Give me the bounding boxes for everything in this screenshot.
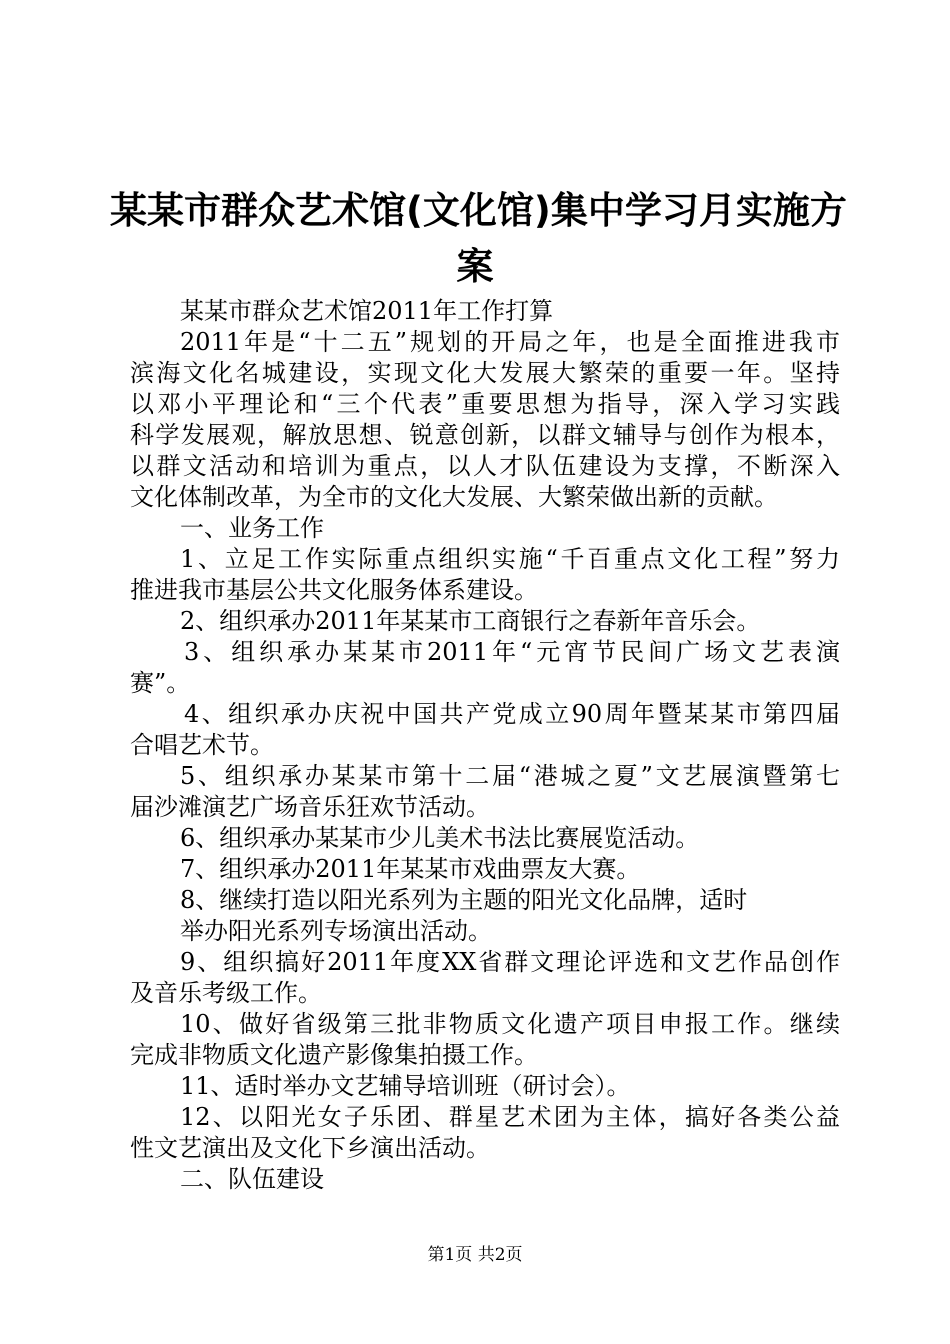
body-line: 届沙滩演艺广场音乐狂欢节活动。 [130,793,490,821]
body-line: 12、以阳光女子乐团、群星艺术团为主体，搞好各类公益 [180,1103,840,1131]
body-line: 及音乐考级工作。 [130,979,322,1007]
document-body [130,296,840,1195]
body-line: 性文艺演出及文化下乡演出活动。 [130,1134,490,1162]
body-line: 合唱艺术节。 [130,731,274,759]
body-line: 3、组织承办某某市2011年“元宵节民间广场文艺表演 [184,638,840,666]
body-line: 完成非物质文化遗产影像集拍摄工作。 [130,1041,538,1069]
document-title-line-1: 某某市群众艺术馆(文化馆)集中学习月实施方 [110,189,847,232]
body-line: 2、组织承办2011年某某市工商银行之春新年音乐会。 [180,607,761,635]
section-heading: 二、队伍建设 [180,1165,324,1193]
body-line: 文化体制改革，为全市的文化大发展、大繁荣做出新的贡献。 [130,483,778,511]
body-line: 5、组织承办某某市第十二届“港城之夏”文艺展演暨第七 [180,762,840,790]
page-footer: 第1页 共2页 [427,1245,523,1265]
body-line: 10、做好省级第三批非物质文化遗产项目申报工作。继续 [180,1010,840,1038]
body-line: 8、继续打造以阳光系列为主题的阳光文化品牌，适时 [180,886,748,914]
body-line: 科学发展观，解放思想、锐意创新，以群文辅导与创作为根本， [130,421,840,449]
body-line: 2011年是“十二五”规划的开局之年，也是全面推进我市 [180,328,840,356]
body-line: 以邓小平理论和“三个代表”重要思想为指导，深入学习实践 [130,390,840,418]
body-line: 以群文活动和培训为重点，以人才队伍建设为支撑，不断深入 [130,452,840,480]
body-line: 9、组织搞好2011年度XX省群文理论评选和文艺作品创作 [180,948,840,976]
body-line: 举办阳光系列专场演出活动。 [180,917,492,945]
body-line: 11、适时举办文艺辅导培训班（研讨会）。 [180,1072,631,1100]
body-line: 某某市群众艺术馆2011年工作打算 [180,297,554,325]
body-line: 赛”。 [130,669,191,697]
body-line: 7、组织承办2011年某某市戏曲票友大赛。 [180,855,641,883]
body-line: 6、组织承办某某市少儿美术书法比赛展览活动。 [180,824,700,852]
document-title-line-2: 案 [456,245,494,288]
body-line: 推进我市基层公共文化服务体系建设。 [130,576,538,604]
body-line: 1、立足工作实际重点组织实施“千百重点文化工程”努力 [180,545,840,573]
section-heading: 一、业务工作 [180,514,324,542]
body-line: 滨海文化名城建设，实现文化大发展大繁荣的重要一年。坚持 [130,359,840,387]
body-line: 4、组织承办庆祝中国共产党成立90周年暨某某市第四届 [184,700,840,728]
